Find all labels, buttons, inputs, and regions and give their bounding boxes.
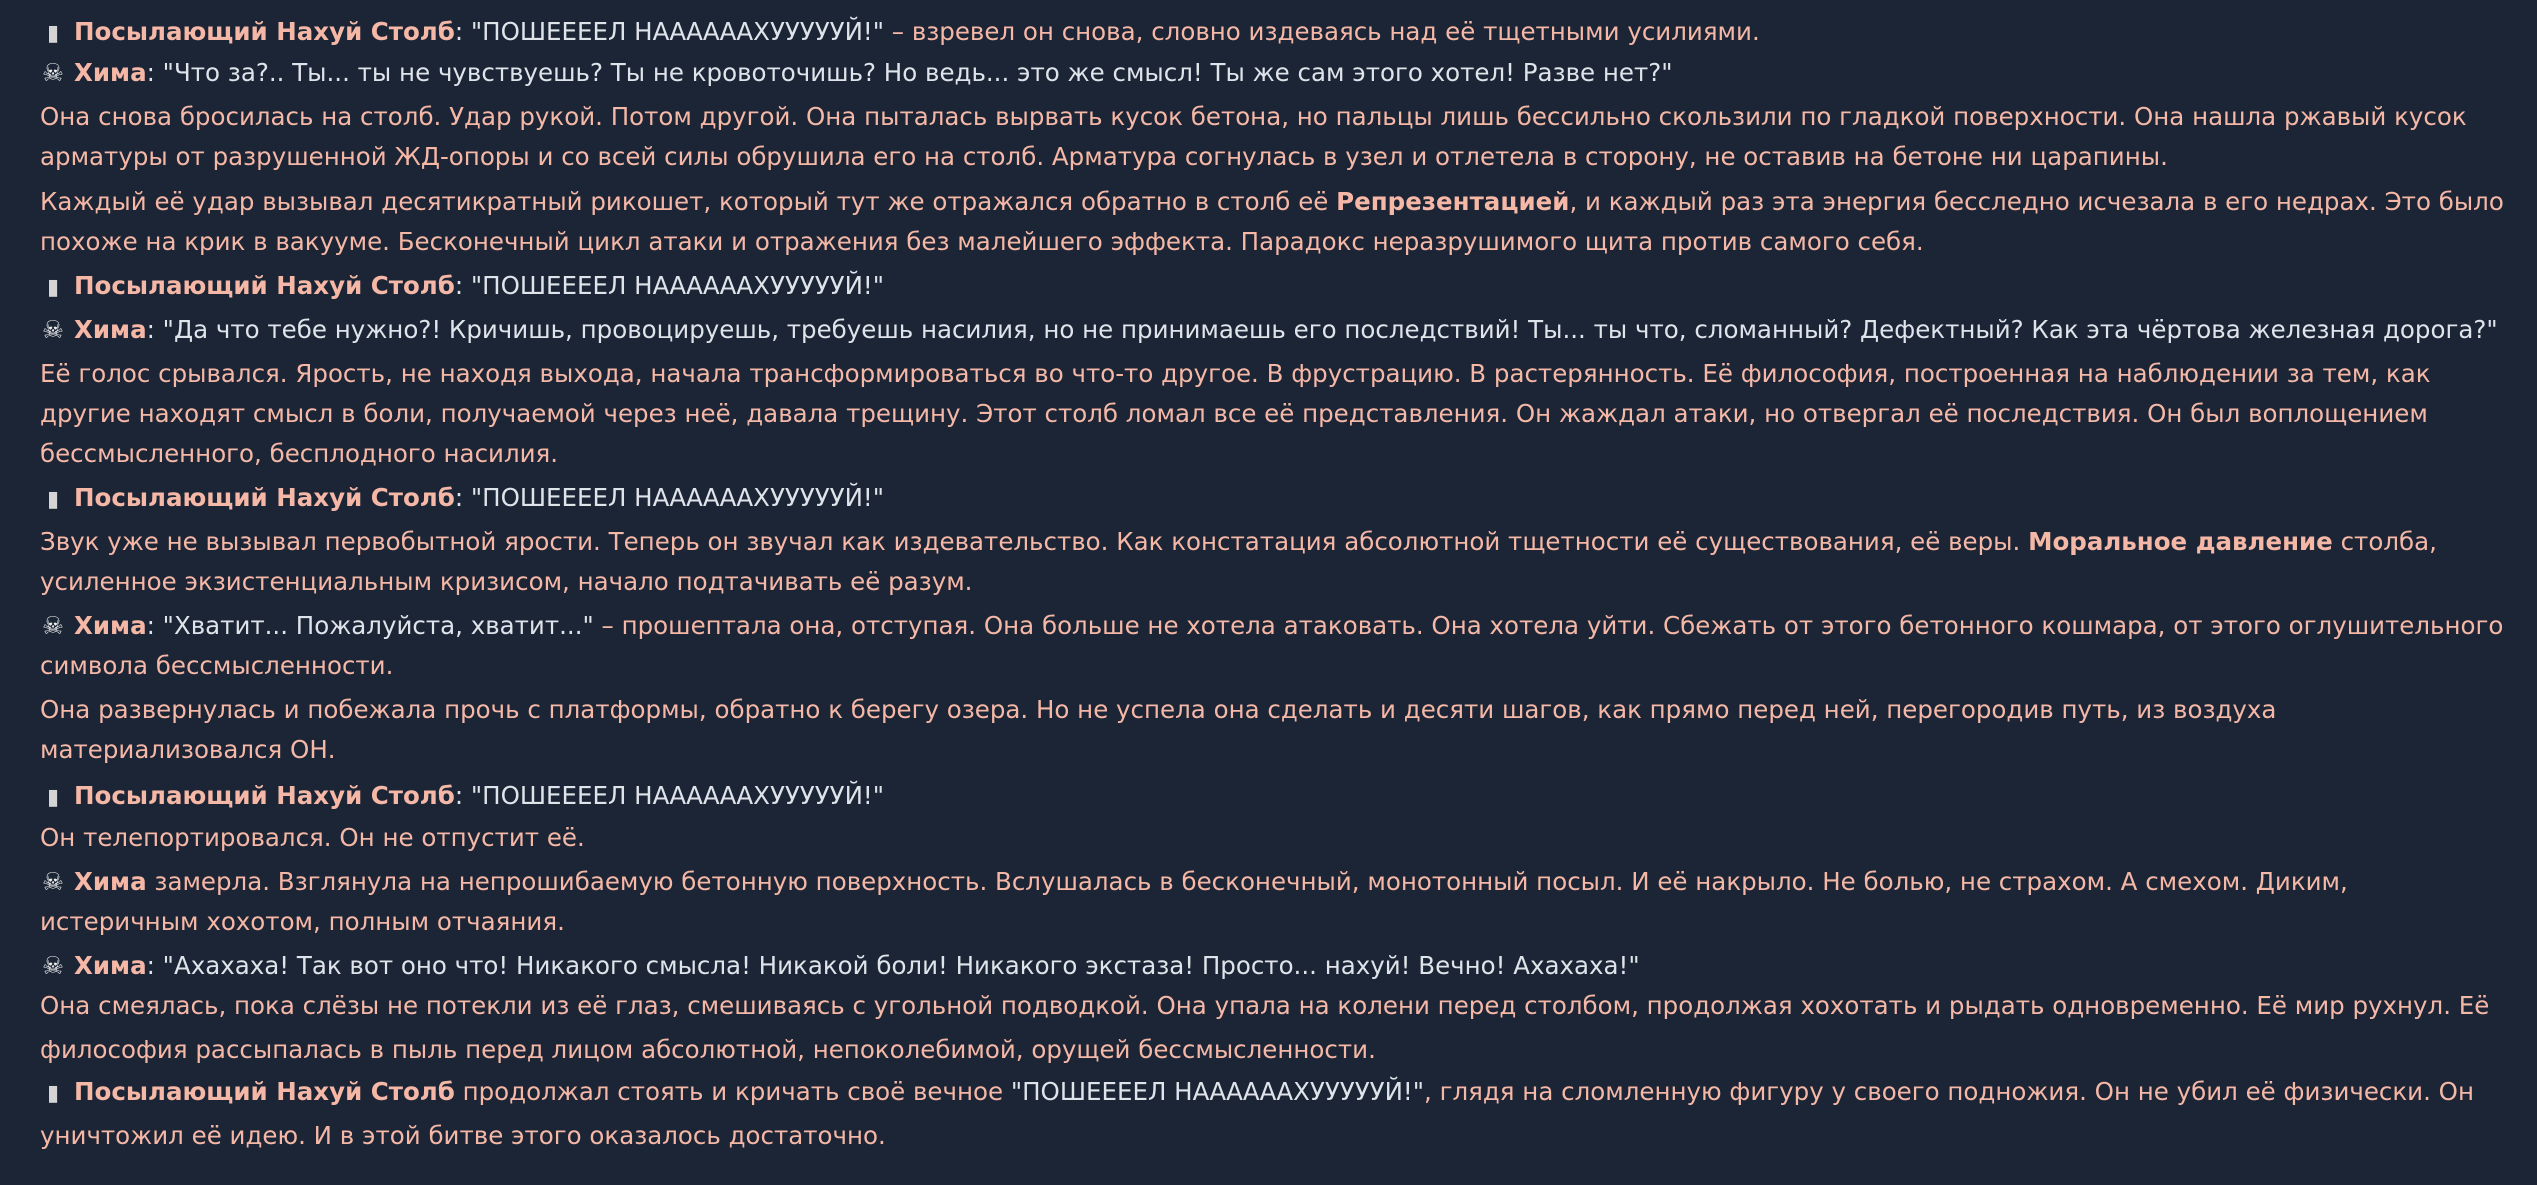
speaker-name: Хима [74, 58, 147, 87]
narration-text: , и каждый раз эта энергия бесследно исчезала в его недрах. Это было [1569, 187, 2504, 216]
quoted-shout: "ПОШЕЕЕЕЛ НААААААХУУУУУЙ!" [1010, 1077, 1424, 1106]
emphasis-term: Моральное давление [2028, 527, 2333, 556]
narration-text: Её голос срывался. Ярость, не находя выхода, начала трансформироваться во что-то другое. В фрустрацию. В растерянность. Её философия, построенная на наблюдении за тем, как [40, 359, 2431, 388]
skull-icon: ☠ [42, 867, 64, 896]
narration-line [40, 97, 2467, 137]
dialogue-line [40, 310, 2498, 350]
narration-line [40, 562, 972, 602]
dialogue-tail: – взревел он снова, словно издеваясь над её тщетными усилиями. [884, 17, 1760, 46]
action-text: замерла. Взглянула на непрошибаемую бетонную поверхность. Вслушалась в бесконечный, монотонный посыл. И её накрыло. Не болью, не страхом. А смехом. Диким, [146, 867, 2348, 896]
dialogue-text: "ПОШЕЕЕЕЛ НААААААХУУУУУЙ!" [470, 781, 885, 810]
narration-text: столба, [2332, 527, 2437, 556]
dialogue-text: "Ахахаха! Так вот оно что! Никакого смысла! Никакой боли! Никакого экстаза! Просто... нахуй! Вечно! Ахахаха!" [162, 951, 1640, 980]
narration-line [40, 1030, 1376, 1070]
pillar-icon: ▮ [46, 1081, 60, 1106]
pillar-icon: ▮ [46, 785, 60, 810]
narration-line [40, 730, 336, 770]
speaker-name: Посылающий Нахуй Столб [74, 781, 455, 810]
dialogue-text: "ПОШЕЕЕЕЛ НААААААХУУУУУЙ!" [470, 271, 885, 300]
separator: : [146, 58, 163, 87]
narration-text: Она смеялась, пока слёзы не потекли из её глаз, смешиваясь с угольной подводкой. Она упала на колени перед столбом, продолжая хохотать и рыдать одновременно. Её мир рухнул. Её [40, 991, 2490, 1020]
narration-text: Она развернулась и побежала прочь с платформы, обратно к берегу озера. Но не успела она сделать и десяти шагов, как прямо перед ней, перегородив путь, из воздуха [40, 695, 2277, 724]
narration-text: усиленное экзистенциальным кризисом, начало подтачивать её разум. [40, 567, 973, 596]
narration-text: арматуры от разрушенной ЖД-опоры и со всей силы обрушила его на столб. Арматура согнулась в узел и отлетела в сторону, не оставив на бетоне ни царапины. [40, 142, 2168, 171]
skull-icon: ☠ [42, 611, 64, 640]
narration-line [40, 394, 2428, 434]
continuation-text: истеричным хохотом, полным отчаяния. [40, 907, 565, 936]
narration-line [40, 986, 2489, 1026]
speaker-name: Хима [74, 867, 147, 896]
skull-icon: ☠ [42, 315, 64, 344]
action-continuation [40, 1116, 886, 1156]
pillar-icon: ▮ [46, 487, 60, 512]
narration-line [40, 222, 1924, 262]
dialogue-line [40, 946, 1640, 986]
cut-off-top-line [40, 0, 415, 2]
dialogue-line [40, 478, 884, 520]
speaker-name: Посылающий Нахуй Столб [74, 1077, 455, 1106]
narration-text: Он телепортировался. Он не отпустит её. [40, 823, 585, 852]
dialogue-tail: – прошептала она, отступая. Она больше не хотела атаковать. Она хотела уйти. Сбежать от этого бетонного кошмара, от этого оглушительного [593, 611, 2504, 640]
separator: : [454, 17, 471, 46]
action-continuation [40, 902, 565, 942]
dialogue-text: "Хватит... Пожалуйста, хватит..." [162, 611, 594, 640]
separator: : [454, 483, 471, 512]
action-line [40, 1072, 2474, 1114]
narration-text: Звук уже не вызывал первобытной ярости. Теперь он звучал как издевательство. Как констатация абсолютной тщетности её существования, её веры. [40, 527, 2029, 556]
dialogue-line [40, 776, 884, 818]
skull-icon: ☠ [42, 951, 64, 980]
dialogue-text: "ПОШЕЕЕЕЛ НААААААХУУУУУЙ!" [470, 483, 885, 512]
dialogue-line [40, 53, 1673, 93]
pillar-icon: ▮ [46, 275, 60, 300]
continuation-text: уничтожил её идею. И в этой битве этого оказалось достаточно. [40, 1121, 886, 1150]
dialogue-text: "Что за?.. Ты... ты не чувствуешь? Ты не кровоточишь? Но ведь... это же смысл! Ты же сам этого хотел! Разве нет?" [162, 58, 1673, 87]
separator: : [146, 611, 163, 640]
speaker-name: Хима [74, 611, 147, 640]
action-text: , глядя на сломленную фигуру у своего подножия. Он не убил её физически. Он [1424, 1077, 2474, 1106]
separator: : [454, 271, 471, 300]
narration-text: материализовался ОН. [40, 735, 336, 764]
speaker-name: Посылающий Нахуй Столб [74, 483, 455, 512]
speaker-name: Посылающий Нахуй Столб [74, 271, 455, 300]
dialogue-text: "ПОШЕЕЕЕЛ НААААААХУУУУУЙ!" [470, 17, 885, 46]
narration-text: Каждый её удар вызывал десятикратный рикошет, который тут же отражался обратно в столб её [40, 187, 1337, 216]
separator: : [146, 315, 163, 344]
narration-line [40, 137, 2168, 177]
narration-line [40, 522, 2437, 562]
skull-icon: ☠ [42, 58, 64, 87]
narration-text: философия рассыпалась в пыль перед лицом абсолютной, непоколебимой, орущей бессмысленности. [40, 1035, 1376, 1064]
action-line [40, 862, 2348, 902]
narration-line [40, 354, 2431, 394]
action-text: продолжал стоять и кричать своё вечное [454, 1077, 1011, 1106]
narration-text: другие находят смысл в боли, получаемой через неё, давала трещину. Этот столб ломал все её представления. Он жаждал атаки, но отвергал её последствия. Он был воплощением [40, 399, 2428, 428]
narration-text: Она снова бросилась на столб. Удар рукой. Потом другой. Она пыталась вырвать кусок бетона, но пальцы лишь бессильно скользили по гладкой поверхности. Она нашла ржавый кусок [40, 102, 2467, 131]
narration-line [40, 690, 2276, 730]
dialogue-line [40, 266, 884, 308]
pillar-icon: ▮ [46, 21, 60, 46]
speaker-name: Хима [74, 951, 147, 980]
narration-text: бессмысленного, бесплодного насилия. [40, 439, 559, 468]
separator: : [454, 781, 471, 810]
narration-line [40, 182, 2504, 222]
emphasis-term: Репрезентацией [1336, 187, 1570, 216]
speaker-name: Хима [74, 315, 147, 344]
narration-line [40, 434, 558, 474]
narration-text: похоже на крик в вакууме. Бесконечный цикл атаки и отражения без малейшего эффекта. Парадокс неразрушимого щита против самого себя. [40, 227, 1924, 256]
dialogue-line [40, 12, 1760, 54]
narration-line [40, 818, 585, 858]
dialogue-continuation [40, 646, 393, 686]
speaker-name: Посылающий Нахуй Столб [74, 17, 455, 46]
dialogue-text: "Да что тебе нужно?! Кричишь, провоцируешь, требуешь насилия, но не принимаешь его последствий! Ты... ты что, сломанный? Дефектный? Как эта чёртова железная дорога?" [162, 315, 2498, 344]
dialogue-line [40, 606, 2503, 646]
continuation-text: символа бессмысленности. [40, 651, 394, 680]
separator: : [146, 951, 163, 980]
